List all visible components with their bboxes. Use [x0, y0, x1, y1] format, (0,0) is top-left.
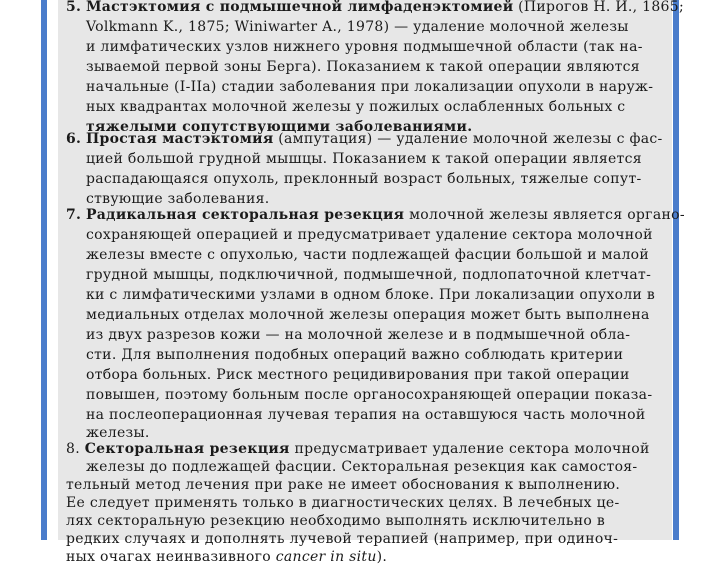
paragraph-7-line-6: медиальных отделах молочной железы операция может быть выполнена	[86, 307, 650, 323]
paragraph-5-title: Мастэктомия с подмышечной лимфаденэктомией	[85, 0, 514, 15]
paragraph-5-line-6: ных квадрантах молочной железы у пожилых ослабленных больных с	[86, 99, 626, 115]
paragraph-7-line-3: железы вместе с опухолью, части подлежащей фасции большой и малой	[86, 247, 650, 263]
paragraph-7-number: 7.	[66, 207, 82, 223]
paragraph-6-line-4: ствующие заболевания.	[86, 191, 270, 207]
right-accent-bar	[673, 0, 679, 540]
paragraph-7-line-9: отбора больных. Риск местного рецидивирования при такой операции	[86, 367, 630, 383]
paragraph-8-text: предусматривает удаление сектора молочной	[289, 441, 650, 457]
paragraph-5-line-7: тяжелыми сопутствующими заболеваниями.	[86, 119, 473, 135]
paragraph-7-line-8: сти. Для выполнения подобных операций важно соблюдать критерии	[86, 347, 624, 363]
paragraph-8-line-7-text: ных очагах неинвазивного	[66, 549, 276, 565]
left-accent-bar	[41, 0, 47, 540]
paragraph-7-line-7: из двух разрезов кожи — на молочной железе и в подмышечной обла-	[86, 327, 631, 343]
paragraph-8-line-3: тельный метод лечения при раке не имеет обоснования к выполнению.	[66, 477, 621, 493]
paragraph-6-number: 6.	[66, 131, 82, 147]
paragraph-5-line-5: начальные (I-IIa) стадии заболевания при локализации опухоли в наруж-	[86, 79, 654, 95]
paragraph-8-line-1	[66, 440, 650, 458]
paragraph-7-text: молочной железы является органо-	[404, 207, 685, 223]
paragraph-8-title: Секторальная резекция	[84, 441, 290, 457]
paragraph-7-line-1	[66, 206, 685, 224]
paragraph-5-line-1	[66, 0, 684, 16]
paragraph-6-text: (ампутация) — удаление молочной железы с фас-	[273, 131, 663, 147]
paragraph-8-line-7	[66, 548, 387, 566]
paragraph-8-number: 8.	[66, 441, 80, 457]
paragraph-8-line-5: лях секторальную резекцию необходимо выполнять исключительно в	[66, 513, 606, 529]
paragraph-5-line-3: и лимфатических узлов нижнего уровня подмышечной области (так на-	[86, 39, 643, 55]
paragraph-6-line-3: распадающаяся опухоль, преклонный возраст больных, тяжелые сопут-	[86, 171, 642, 187]
paragraph-6-title: Простая мастэктомия	[85, 131, 274, 147]
paragraph-7-line-11: на послеоперационная лучевая терапия на оставшуюся часть молочной	[86, 407, 646, 423]
paragraph-5-text: (Пирогов Н. И., 1865;	[513, 0, 684, 15]
paragraph-7-line-5: ки с лимфатическими узлами в одном блоке. При локализации опухоли в	[86, 287, 656, 303]
paragraph-5-number: 5.	[66, 0, 82, 15]
paragraph-7-line-10: повышен, поэтому больным после органосохраняющей операции показа-	[86, 387, 653, 403]
paragraph-5-line-4: зываемой первой зоны Берга). Показанием к такой операции являются	[86, 59, 640, 75]
paragraph-8-line-4: Ее следует применять только в диагностических целях. В лечебных це-	[66, 495, 620, 511]
paragraph-8-end: ).	[376, 549, 388, 565]
paragraph-8-line-2: железы до подлежащей фасции. Секторальная резекция как самостоя-	[86, 459, 638, 475]
paragraph-5-line-2: Volkmann K., 1875; Winiwarter A., 1978) — удаление молочной железы	[86, 19, 629, 35]
paragraph-7-title: Радикальная секторальная резекция	[85, 207, 405, 223]
paragraph-7-line-2: сохраняющей операцией и предусматривает удаление сектора молочной	[86, 227, 653, 243]
paragraph-7-line-4: грудной мышцы, подключичной, подмышечной, подлопаточной клетчат-	[86, 267, 652, 283]
paragraph-8-line-6: редких случаях и дополнять лучевой терапией (например, при одиноч-	[66, 531, 619, 547]
paragraph-7-line-12: железы.	[86, 425, 150, 441]
paragraph-6-line-1	[66, 130, 663, 148]
scanned-page	[58, 0, 685, 565]
paragraph-6-line-2: цией большой грудной мышцы. Показанием к такой операции является	[86, 151, 642, 167]
italic-term: cancer in situ	[275, 549, 377, 565]
